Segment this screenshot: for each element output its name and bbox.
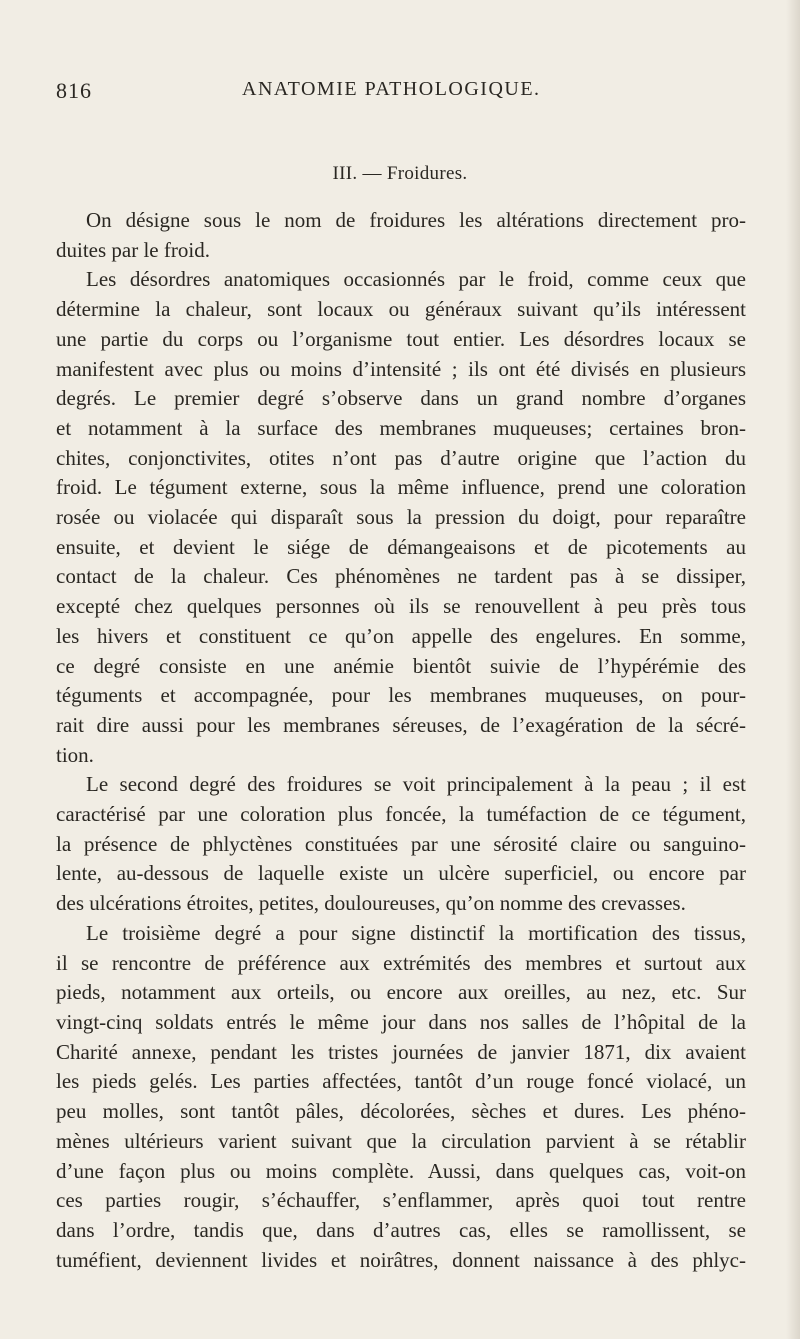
text-line: caractérisé par une coloration plus foncée, la tuméfaction de ce tégument, [56,802,746,827]
text-line: détermine la chaleur, sont locaux ou généraux suivant qu’ils intéressent [56,297,746,322]
text-line: dans l’ordre, tandis que, dans d’autres cas, elles se ramollissent, se [56,1217,746,1242]
text-line: et notamment à la surface des membranes muqueuses; certaines bron- [56,415,746,440]
page-number: 816 [56,78,92,103]
text-line: manifestent avec plus ou moins d’intensité ; ils ont été divisés en plusieurs [56,356,746,381]
text-line: contact de la chaleur. Ces phénomènes ne tardent pas à se dissiper, [56,564,746,589]
text-line: Charité annexe, pendant les tristes journées de janvier 1871, dix avaient [56,1039,746,1064]
text-line: degrés. Le premier degré s’observe dans un grand nombre d’organes [56,386,746,411]
text-line: ensuite, et devient le siége de démangeaisons et de picotements au [56,534,746,559]
running-title: ANATOMIE PATHOLOGIQUE. [242,78,541,100]
text-line: lente, au-dessous de laquelle existe un ulcère superficiel, ou encore par [56,861,746,886]
section-heading: III. — Froidures. [332,163,468,184]
text-line: Le troisième degré a pour signe distinctif la mortification des tissus, [86,920,746,945]
text-line: excepté chez quelques personnes où ils se renouvellent à peu près tous [56,594,746,619]
text-line: téguments et accompagnée, pour les membranes muqueuses, on pour- [56,683,746,708]
text-line: tuméfient, deviennent livides et noirâtres, donnent naissance à des phlyc- [56,1247,746,1272]
text-line: On désigne sous le nom de froidures les altérations directement pro- [86,208,746,232]
text-line: d’une façon plus ou moins complète. Aussi, dans quelques cas, voit-on [56,1158,746,1183]
text-line: froid. Le tégument externe, sous la même influence, prend une coloration [56,475,746,500]
text-line: peu molles, sont tantôt pâles, décolorées, sèches et dures. Les phéno- [56,1099,746,1124]
text-line: une partie du corps ou l’organisme tout entier. Les désordres locaux se [56,326,746,351]
text-line: des ulcérations étroites, petites, douloureuses, qu’on nomme des crevasses. [56,891,686,916]
text-line: Le second degré des froidures se voit principalement à la peau ; il est [86,772,746,797]
paragraph [56,919,746,1275]
text-line: pieds, notamment aux orteils, ou encore aux oreilles, au nez, etc. Sur [56,980,746,1005]
text-line: Les désordres anatomiques occasionnés par le froid, comme ceux que [86,267,746,292]
text-line: duites par le froid. [56,237,210,262]
paragraph [56,770,746,919]
page-header [56,78,746,108]
text-line: rosée ou violacée qui disparaît sous la pression du doigt, pour reparaître [56,505,746,530]
text-line: les pieds gelés. Les parties affectées, tantôt d’un rouge foncé violacé, un [56,1069,746,1094]
text-line: il se rencontre de préférence aux extrémités des membres et surtout aux [56,950,746,975]
text-line: vingt-cinq soldats entrés le même jour dans nos salles de l’hôpital de la [56,1009,746,1034]
text-line: chites, conjonctivites, otites n’ont pas d’autre origine que l’action du [56,445,746,470]
text-line: les hivers et constituent ce qu’on appelle des engelures. En somme, [56,623,746,648]
body-text [56,206,746,1275]
paragraph [56,265,746,770]
paragraph [56,206,746,265]
text-line: la présence de phlyctènes constituées par une sérosité claire ou sanguino- [56,831,746,856]
text-line: mènes ultérieurs varient suivant que la circulation parvient à se rétablir [56,1128,746,1153]
text-line: rait dire aussi pour les membranes séreuses, de l’exagération de la sécré- [56,712,746,737]
text-line: tion. [56,742,94,767]
text-line: ce degré consiste en une anémie bientôt suivie de l’hypérémie des [56,653,746,678]
text-line: ces parties rougir, s’échauffer, s’enflammer, après quoi tout rentre [56,1188,746,1213]
page-edge-shadow [786,0,800,1339]
